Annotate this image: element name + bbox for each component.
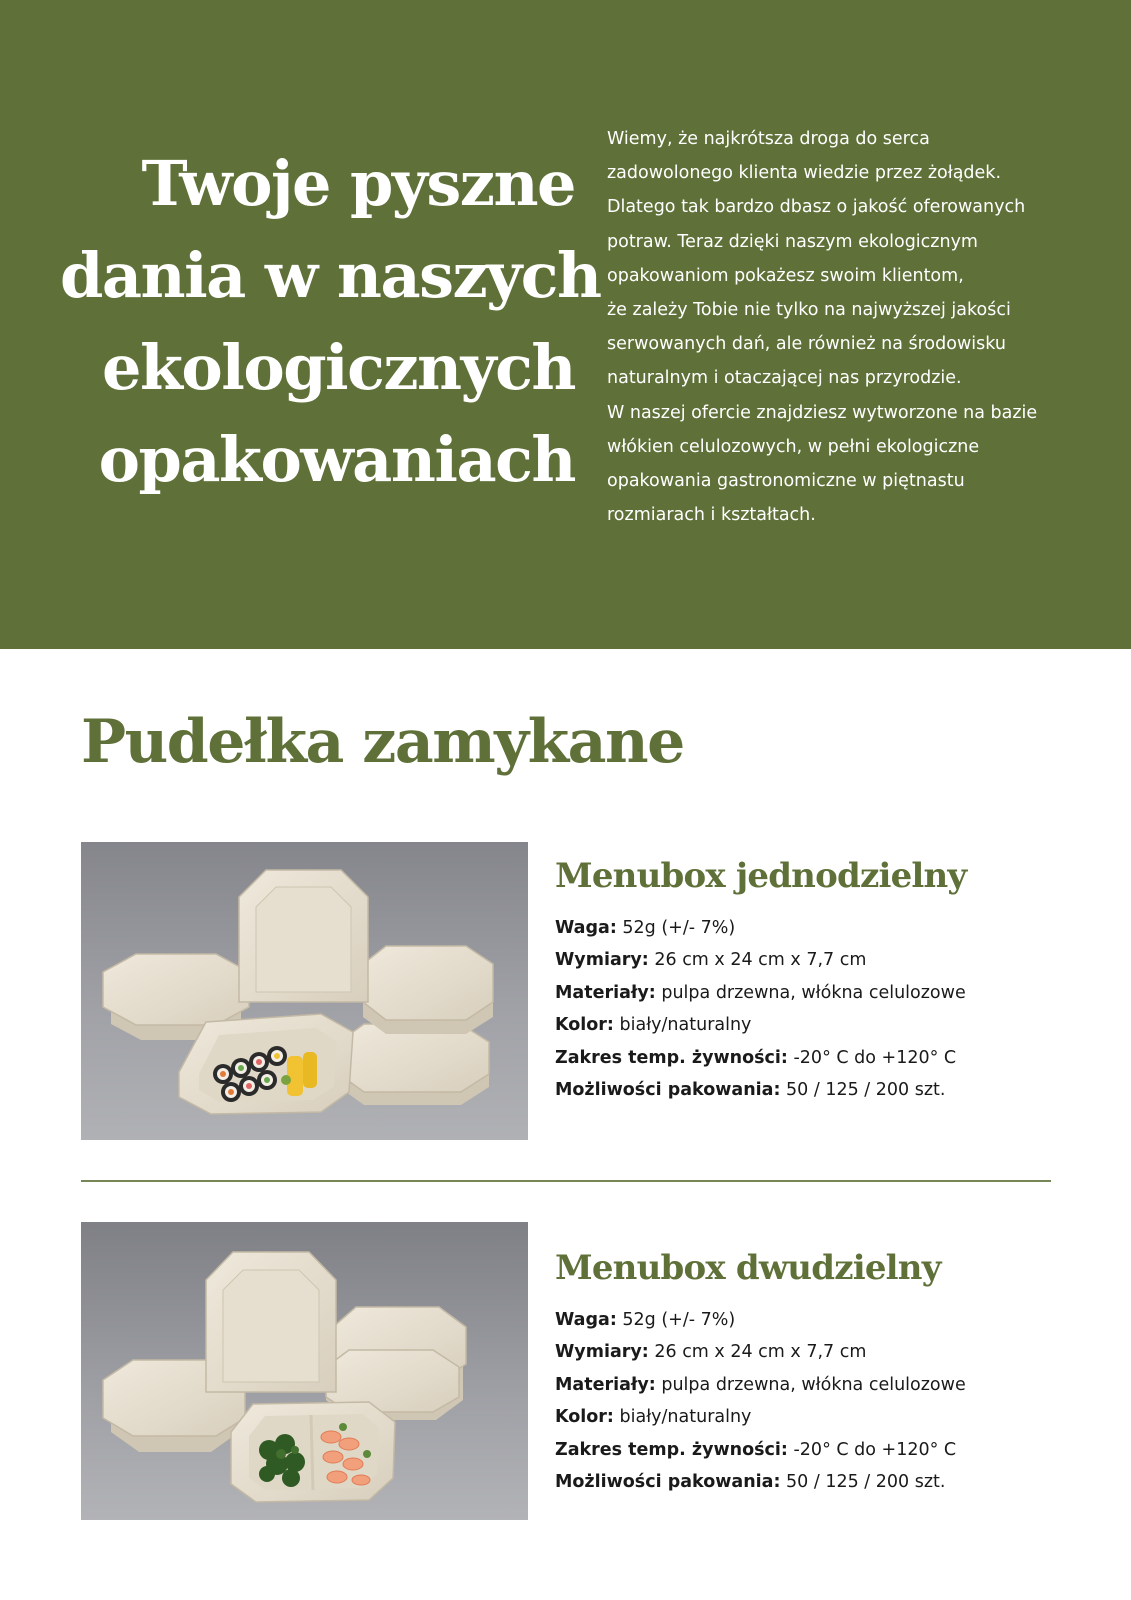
- product-specs: [555, 912, 1055, 1106]
- menubox-single-compartment-photo: [81, 842, 528, 1140]
- hero-text-line: serwowanych dań, ale również na środowisku: [607, 334, 1006, 355]
- hero-title: [60, 138, 601, 506]
- section-title: Pudełka zamykane: [81, 707, 684, 777]
- spec-value: -20° C do +120° C: [787, 1047, 957, 1068]
- product-card-menubox-double: [81, 1222, 1051, 1520]
- spec-label: Możliwości pakowania:: [555, 1472, 781, 1493]
- spec-label: Możliwości pakowania:: [555, 1080, 781, 1101]
- spec-value: -20° C do +120° C: [787, 1439, 957, 1460]
- spec-label: Waga:: [555, 918, 617, 938]
- product-specs: [555, 1304, 1055, 1498]
- hero-title-line: dania w naszych: [60, 239, 601, 312]
- product-card-menubox-single: [81, 842, 1051, 1140]
- product-name: Menubox dwudzielny: [555, 1248, 941, 1288]
- spec-label: Wymiary:: [555, 950, 649, 971]
- menubox-two-compartment-photo: [81, 1222, 528, 1520]
- spec-value: pulpa drzewna, włókna celulozowe: [655, 1374, 966, 1395]
- hero-banner: [0, 0, 1131, 649]
- spec-label: Materiały:: [555, 982, 656, 1003]
- hero-text-line: włókien celulozowych, w pełni ekologiczne: [607, 436, 980, 457]
- spec-value: 52g (+/- 7%): [616, 918, 736, 938]
- spec-label: Kolor:: [555, 1015, 614, 1036]
- hero-text-line: opakowaniom pokażesz swoim klientom,: [607, 265, 964, 286]
- hero-text-line: W naszej ofercie znajdziesz wytworzone na bazie: [607, 402, 1038, 423]
- spec-packaging-options: [555, 1074, 1055, 1106]
- spec-value: 50 / 125 / 200 szt.: [780, 1472, 946, 1493]
- hero-text-line: opakowania gastronomiczne w piętnastu: [607, 471, 965, 492]
- spec-value: 52g (+/- 7%): [616, 1310, 736, 1330]
- spec-value: pulpa drzewna, włókna celulozowe: [655, 982, 966, 1003]
- spec-label: Materiały:: [555, 1374, 656, 1395]
- spec-color: [555, 1009, 1055, 1041]
- spec-materials: [555, 1369, 1055, 1401]
- product-name: Menubox jednodzielny: [555, 856, 967, 896]
- hero-text-line: Dlatego tak bardzo dbasz o jakość oferowanych: [607, 197, 1026, 218]
- spec-value: 26 cm x 24 cm x 7,7 cm: [648, 950, 867, 971]
- hero-text-line: zadowolonego klienta wiedzie przez żołądek.: [607, 163, 1002, 184]
- hero-text-line: naturalnym i otaczającej nas przyrodzie.: [607, 368, 962, 389]
- spec-dimensions: [555, 1336, 1055, 1368]
- hero-text-line: Wiemy, że najkrótsza droga do serca: [607, 129, 930, 149]
- hero-title-line: opakowaniach: [98, 423, 575, 496]
- spec-label: Kolor:: [555, 1407, 614, 1428]
- spec-packaging-options: [555, 1466, 1055, 1498]
- spec-temperature-range: [555, 1042, 1055, 1074]
- spec-value: 50 / 125 / 200 szt.: [780, 1080, 946, 1101]
- spec-label: Zakres temp. żywności:: [555, 1439, 788, 1460]
- spec-weight: [555, 1304, 1055, 1336]
- spec-color: [555, 1401, 1055, 1433]
- spec-value: biały/naturalny: [613, 1407, 752, 1428]
- spec-weight: [555, 912, 1055, 944]
- spec-dimensions: [555, 944, 1055, 976]
- hero-text-line: potraw. Teraz dzięki naszym ekologicznym: [607, 231, 978, 252]
- spec-label: Waga:: [555, 1310, 617, 1330]
- spec-label: Zakres temp. żywności:: [555, 1047, 788, 1068]
- spec-value: 26 cm x 24 cm x 7,7 cm: [648, 1342, 867, 1363]
- spec-materials: [555, 977, 1055, 1009]
- section-divider: [81, 1180, 1051, 1182]
- hero-text-line: rozmiarach i kształtach.: [607, 505, 816, 526]
- hero-description: [607, 122, 1077, 532]
- spec-temperature-range: [555, 1434, 1055, 1466]
- hero-title-line: ekologicznych: [102, 331, 575, 404]
- hero-title-line: Twoje pyszne: [141, 147, 575, 220]
- hero-text-line: że zależy Tobie nie tylko na najwyższej jakości: [607, 300, 1011, 321]
- spec-value: biały/naturalny: [613, 1015, 752, 1036]
- spec-label: Wymiary:: [555, 1342, 649, 1363]
